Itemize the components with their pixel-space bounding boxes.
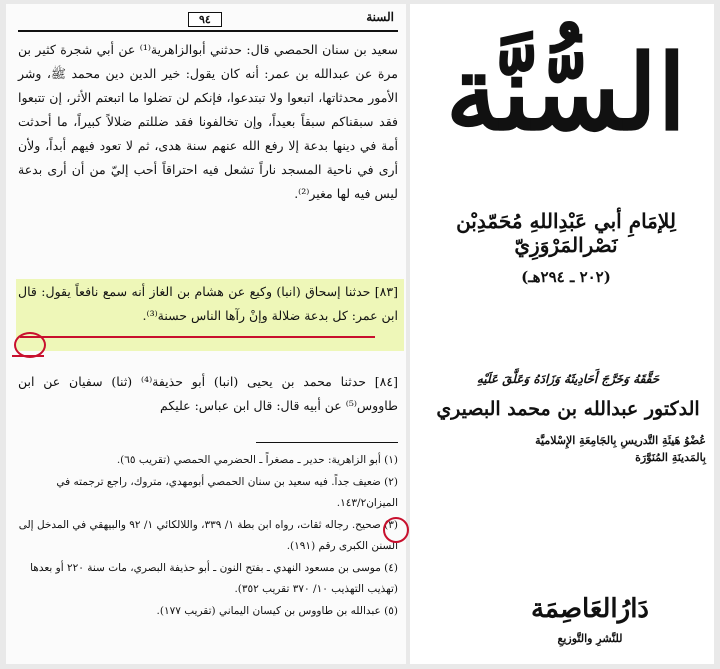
running-head <box>18 10 398 32</box>
cover-editor-name: الدكتور عبدالله بن محمد البصيري <box>436 398 700 420</box>
affiliation-line: عُضْوُ هَيئَةِ التَّدريسِ بِالجَامِعَةِ الإِسْلاميَّة <box>535 434 706 447</box>
footnote-item: (١) أبو الزاهرية: حدير ـ مصغراً ـ الحضرمي الحمصي (تقريب ٦٥). <box>116 454 398 466</box>
publisher-tagline: للنَّشرِ والتَّوزيعِ <box>557 632 623 645</box>
paragraph-83: [٨٣] حدثنا إسحاق (انبا) وكيع عن هشام بن الغاز أنه سمع نافعاً يقول: قال ابن عمر: كل بدعة ضلالة وإنْ رآها الناس حسنة⁽³⁾. <box>18 284 398 323</box>
paragraph-84: [٨٤] حدثنا محمد بن يحيى (انبا) أبو حذيفة⁽⁴⁾ (ثنا) سفيان عن ابن طاووس⁽⁵⁾ عن أبيه قال: قال ابن عباس: عليكم <box>18 374 398 413</box>
publisher-logo: دَارُالعَاصِمَة <box>530 594 649 624</box>
cover-editor-affiliation <box>480 432 706 466</box>
book-cover <box>410 4 714 664</box>
footnote-item: (٤) موسى بن مسعود النهدي ـ بفتح النون ـ أبو حذيفة البصري، مات سنة ٢٢٠ أو بعدها (تهذيب التهذيب ١٠/ ٣٧٠ تقريب ٣٥٢). <box>30 561 398 595</box>
running-title: السنة <box>366 10 394 24</box>
red-circle-footnote-number <box>383 517 409 543</box>
header-rule <box>18 30 398 32</box>
red-underline <box>20 336 375 338</box>
footnote-item: (٥) عبدالله بن طاووس بن كيسان اليماني (تقريب ١٧٧). <box>156 604 398 617</box>
footnote-item: (٢) ضعيف جداً. فيه سعيد بن سنان الحمصي أبومهدي، متروك، راجع ترجمته في الميزان١٤٣/٢. <box>56 475 398 509</box>
page-number: ٩٤ <box>188 12 222 27</box>
red-underline-short <box>12 355 44 357</box>
footnotes <box>18 450 398 622</box>
cover-editor-role: حَقَّقَهُ وَخَرَّجَ أَحَادِيثَهُ وَزَادَهُ وَعَلَّقَ عَلَيْهِ <box>476 372 660 386</box>
footnote-rule <box>256 442 398 443</box>
footnote-item: (٣) صحيح. رجاله ثقات، رواه ابن بطة ١/ ٣٣٩، واللالكائي ١/ ٩٢ والبيهقي في المدخل إلى السنن الكبرى رقم (١٩١). <box>18 518 398 552</box>
cover-author: لِلإمَامِ أبي عَبْدِاللهِ مُحَمّدِبْن نَصْرالمَرْوَزِيّ <box>456 209 676 257</box>
cover-dates: (٢٠٢ ـ ٢٩٤هـ) <box>521 268 611 286</box>
paragraph-82-continued: سعيد بن سنان الحمصي قال: حدثني أبوالزاهرية⁽¹⁾ عن أبي شجرة كثير بن مرة عن عبدالله بن عمر: أنه كان يقول: خير الدين دين محمد ﷺ، وشر الأمور محدثاتها، اتبعوا ولا تبتدعوا، فإنكم لن تضلوا ما اتبعتم الأثر، إن تتبعوا فقد سبقناكم سبقاً بعيداً، وإن تخالفونا فقد ضللتم ضلالاً كبيراً، ما أحدثت أمة في دينها بدعة إلا رفع الله عنهم سنة هدى، ثم لا تعود فيهم أبداً، ولأن أرى في ناحية المسجد ناراً تشعل فيه احتراقاً أحب إليّ من أن أرى بدعة ليس فيه لها مغير⁽²⁾. <box>18 42 399 201</box>
affiliation-line: بِالمَدينَةِ المُنَوَّرَة <box>635 451 706 464</box>
book-page <box>6 4 406 664</box>
cover-title: السُّنَّة <box>445 31 687 154</box>
